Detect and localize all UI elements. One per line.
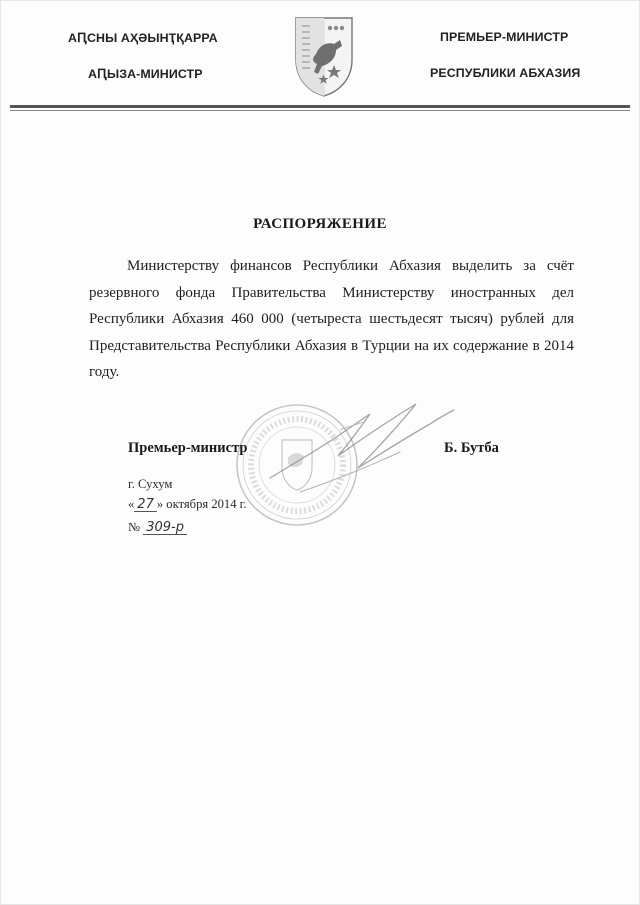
- header-left-line2: АԤЫЗА-МИНИСТР: [88, 67, 203, 81]
- date-day-handwritten: 27: [134, 498, 157, 512]
- date-month-year: » октября 2014 г.: [156, 497, 247, 511]
- date-open-quote: «: [128, 497, 135, 511]
- coat-of-arms-icon: [292, 14, 356, 98]
- number-handwritten: 309-р: [143, 521, 187, 535]
- document-title: РАСПОРЯЖЕНИЕ: [253, 216, 387, 232]
- issue-date: [128, 497, 247, 512]
- header-left-line1: АԤСНЫ АҲӘЫНҬҚАРРА: [68, 31, 218, 45]
- header-divider-thick: [10, 105, 630, 108]
- issue-city: г. Сухум: [128, 477, 173, 491]
- number-prefix: №: [128, 520, 141, 534]
- signatory-name: Б. Бутба: [444, 440, 499, 456]
- signature-icon: [240, 396, 470, 506]
- body-paragraph: Министерству финансов Республики Абхазия выделить за счёт резервного фонда Правительства Министерству иностранных дел Республики Абхазия 460 000 (четыреста шестьдесят тысяч) рублей для Представительства Республики Абхазия в Турции на их содержание в 2014 году.: [89, 258, 574, 380]
- document-body: [89, 253, 574, 386]
- header-right-line2: РЕСПУБЛИКИ АБХАЗИЯ: [430, 66, 581, 80]
- document-number: [128, 520, 187, 535]
- header-right-line1: ПРЕМЬЕР-МИНИСТР: [440, 30, 569, 44]
- header-divider-thin: [10, 110, 630, 111]
- signatory-position: Премьер-министр: [128, 440, 248, 456]
